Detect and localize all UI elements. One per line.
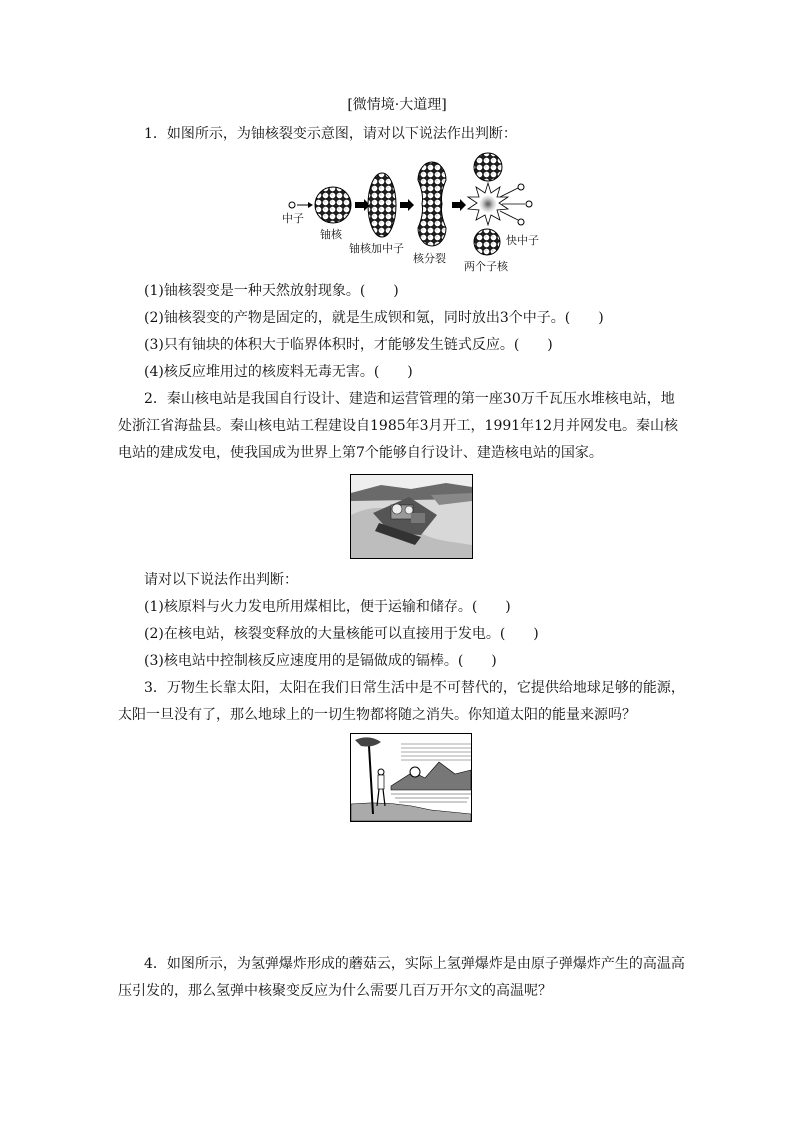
q2-stem-line: 处浙江省海盐县。秦山核电站工程建设自1985年3月开工，1991年12月并网发电。秦山核 [118, 418, 678, 434]
daughter-nucleus-icon [474, 153, 502, 181]
nuclear-plant-photo [350, 474, 473, 559]
label-fission: 核分裂 [413, 252, 446, 265]
label-uranium: 铀核 [320, 228, 342, 241]
fast-neutron-icon [518, 219, 524, 225]
fast-neutron-icon [518, 184, 524, 190]
sun-icon [410, 767, 420, 777]
q1-item: (3)只有铀块的体积大于临界体积时，才能够发生链式反应。( ) [144, 337, 553, 353]
q4-stem-line: 4．如图所示，为氢弹爆炸形成的蘑菇云，实际上氢弹爆炸是由原子弹爆炸产生的高温高 [144, 956, 685, 972]
sunrise-illustration [350, 733, 472, 822]
fission-diagram [280, 150, 550, 272]
label-fast-neutron: 快中子 [506, 234, 539, 247]
q2-stem-line: 电站的建成发电，使我国成为世界上第7个能够自行设计、建造核电站的国家。 [118, 445, 603, 461]
label-neutron: 中子 [282, 212, 304, 225]
q2-item: (3)核电站中控制核反应速度用的是镉做成的镉棒。( ) [144, 653, 497, 669]
q1-item: (2)铀核裂变的产物是固定的，就是生成钡和氪，同时放出3个中子。( ) [144, 310, 604, 326]
splitting-nucleus-icon [418, 162, 446, 246]
q3-stem-line: 3．万物生长靠太阳，太阳在我们日常生活中是不可替代的，它提供给地球足够的能源， [144, 680, 685, 696]
fast-neutron-icon [526, 201, 532, 207]
q3-stem-line: 太阳一旦没有了，那么地球上的一切生物都将随之消失。你知道太阳的能量来源吗？ [118, 707, 636, 723]
section-title: [微情境·大道理] [347, 97, 447, 113]
label-uranium-plus-neutron: 铀核加中子 [349, 242, 404, 255]
daughter-nucleus-icon [474, 229, 500, 255]
q1-item: (4)核反应堆用过的核废料无毒无害。( ) [144, 364, 413, 380]
label-two-daughters: 两个子核 [464, 260, 508, 273]
q2-prompt: 请对以下说法作出判断： [144, 572, 298, 588]
neutron-icon [289, 202, 295, 208]
q2-item: (1)核原料与火力发电所用煤相比，便于运输和储存。( ) [144, 599, 511, 615]
q1-item: (1)铀核裂变是一种天然放射现象。( ) [144, 283, 399, 299]
q4-stem-line: 压引发的，那么氢弹中核聚变反应为什么需要几百万开尔文的高温呢？ [118, 983, 552, 999]
uranium-nucleus-icon [315, 187, 351, 223]
q2-item: (2)在核电站，核裂变释放的大量核能可以直接用于发电。( ) [144, 626, 539, 642]
q1-stem: 1．如图所示，为铀核裂变示意图，请对以下说法作出判断： [144, 126, 517, 142]
q2-stem-line: 2．秦山核电站是我国自行设计、建造和运营管理的第一座30万千瓦压水堆核电站，地 [144, 391, 675, 407]
excited-nucleus-icon [368, 173, 396, 237]
